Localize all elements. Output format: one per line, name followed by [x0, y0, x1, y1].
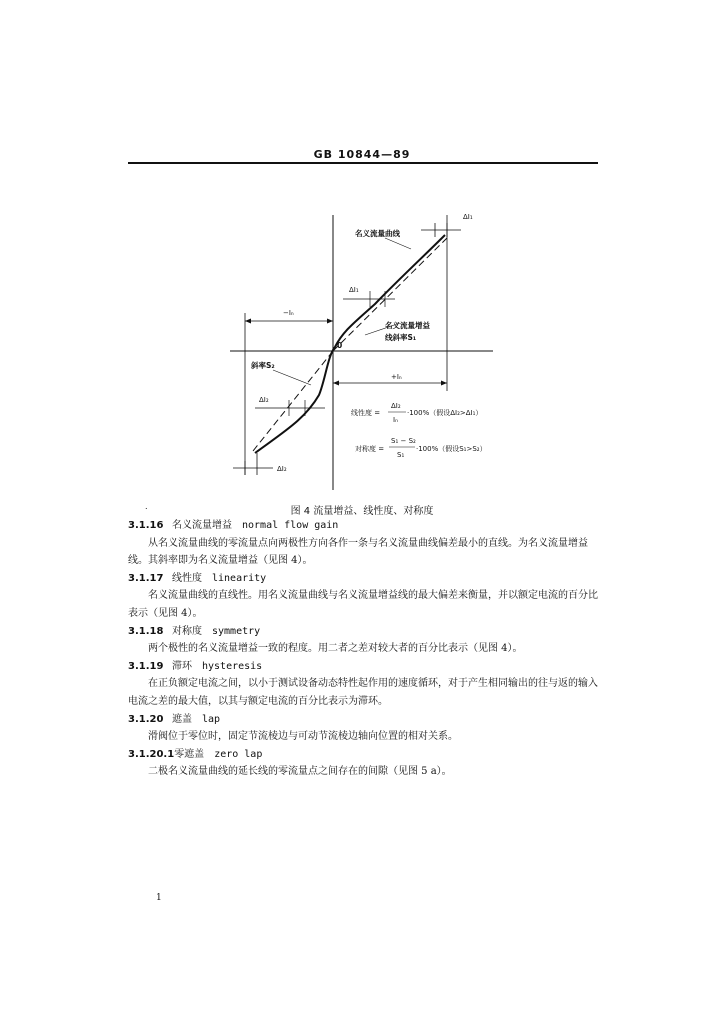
term-number: 3.1.18	[128, 625, 164, 637]
term-heading	[128, 711, 600, 729]
section-3-1-20-1	[128, 746, 600, 781]
label-delta-i1-top: ΔI₁	[463, 213, 473, 221]
standard-header: GB 10844—89	[313, 148, 411, 161]
caption-mark: .	[145, 502, 148, 511]
term-number: 3.1.16	[128, 520, 164, 531]
term-english: linearity	[212, 572, 267, 584]
curve-leader	[385, 238, 411, 249]
term-chinese: 滞环	[172, 660, 192, 672]
section-3-1-20	[128, 711, 600, 746]
term-definition: 二极名义流量曲线的延长线的零流量点之间存在的间隙（见图 5 a）。	[148, 766, 452, 778]
term-definition: 从名义流量曲线的零流量点向两极性方向各作一条与名义流量曲线偏差最小的直线。为名义流量增益线。其斜率即为名义流量增益（见图 4）。	[128, 537, 588, 567]
label-gain-line-2: 线斜率S₁	[385, 333, 417, 342]
figure-caption: 图 4 流量增益、线性度、对称度	[290, 506, 434, 517]
term-definition: 滑阀位于零位时，固定节流棱边与可动节流棱边轴向位置的相对关系。	[148, 731, 458, 743]
term-english: hysteresis	[202, 660, 263, 672]
symmetry-label: 对称度 =	[355, 445, 385, 453]
flow-gain-diagram	[225, 205, 515, 495]
linearity-label: 线性度 =	[351, 409, 381, 417]
label-delta-i2: ΔI₂	[259, 396, 269, 404]
definitions-body	[128, 517, 600, 781]
section-3-1-16	[128, 517, 600, 570]
term-heading	[128, 517, 600, 535]
symmetry-tail: ·100%（假设S₁>S₂）	[416, 445, 487, 453]
term-english: normal flow gain	[242, 520, 339, 531]
term-english: zero lap	[214, 748, 263, 760]
linearity-tail: ·100%（假设ΔI₂>ΔI₁）	[407, 409, 483, 417]
section-3-1-17	[128, 570, 600, 623]
term-heading	[128, 570, 600, 588]
nominal-flow-curve	[255, 235, 445, 453]
term-english: symmetry	[212, 625, 261, 637]
term-number: 3.1.19	[128, 660, 164, 672]
term-number: 3.1.20	[128, 713, 164, 725]
term-number: 3.1.20.1	[128, 748, 175, 760]
term-definition: 名义流量曲线的直线性。用名义流量曲线与名义流量增益线的最大偏差来衡量，并以额定电流的百分比表示（见图 4）。	[128, 590, 598, 619]
term-heading	[128, 658, 600, 676]
symmetry-denominator: S₁	[397, 451, 405, 459]
header-rule	[128, 162, 598, 164]
term-chinese: 名义流量增益	[172, 520, 232, 531]
term-chinese: 遮盖	[172, 713, 192, 725]
linearity-denominator: Iₙ	[393, 416, 398, 424]
term-chinese: 对称度	[172, 625, 202, 637]
label-delta-i2-bottom: ΔI₂	[277, 465, 287, 473]
label-gain-line-1: 名义流量增益	[385, 321, 430, 330]
term-chinese: 线性度	[172, 572, 202, 584]
slope-leader	[273, 370, 311, 385]
figure-4	[225, 205, 515, 495]
term-definition: 在正负额定电流之间，以小于测试设备动态特性起作用的速度循环，对于产生相同输出的往与返的输入电流之差的最大值，以其与额定电流的百分比表示为滞环。	[128, 678, 598, 707]
term-heading	[128, 623, 600, 641]
label-plus-in: +Iₙ	[391, 373, 402, 381]
label-slope-s2: 斜率S₂	[251, 361, 275, 370]
section-3-1-18	[128, 623, 600, 658]
linearity-numerator: ΔI₂	[391, 402, 401, 410]
term-definition: 两个极性的名义流量增益一致的程度。用二者之差对较大者的百分比表示（见图 4）。	[148, 643, 523, 655]
label-minus-in: −Iₙ	[283, 309, 294, 317]
term-chinese: 零遮盖	[174, 748, 205, 760]
label-delta-i1-mid: ΔI₁	[349, 286, 359, 294]
label-nominal-curve: 名义流量曲线	[355, 229, 400, 238]
term-heading	[128, 746, 600, 764]
term-number: 3.1.17	[128, 572, 164, 584]
symmetry-numerator: S₁ − S₂	[391, 437, 416, 445]
section-3-1-19	[128, 658, 600, 711]
term-english: lap	[202, 713, 221, 725]
footer-mark: 1	[156, 893, 162, 903]
label-origin: 0	[337, 341, 343, 350]
